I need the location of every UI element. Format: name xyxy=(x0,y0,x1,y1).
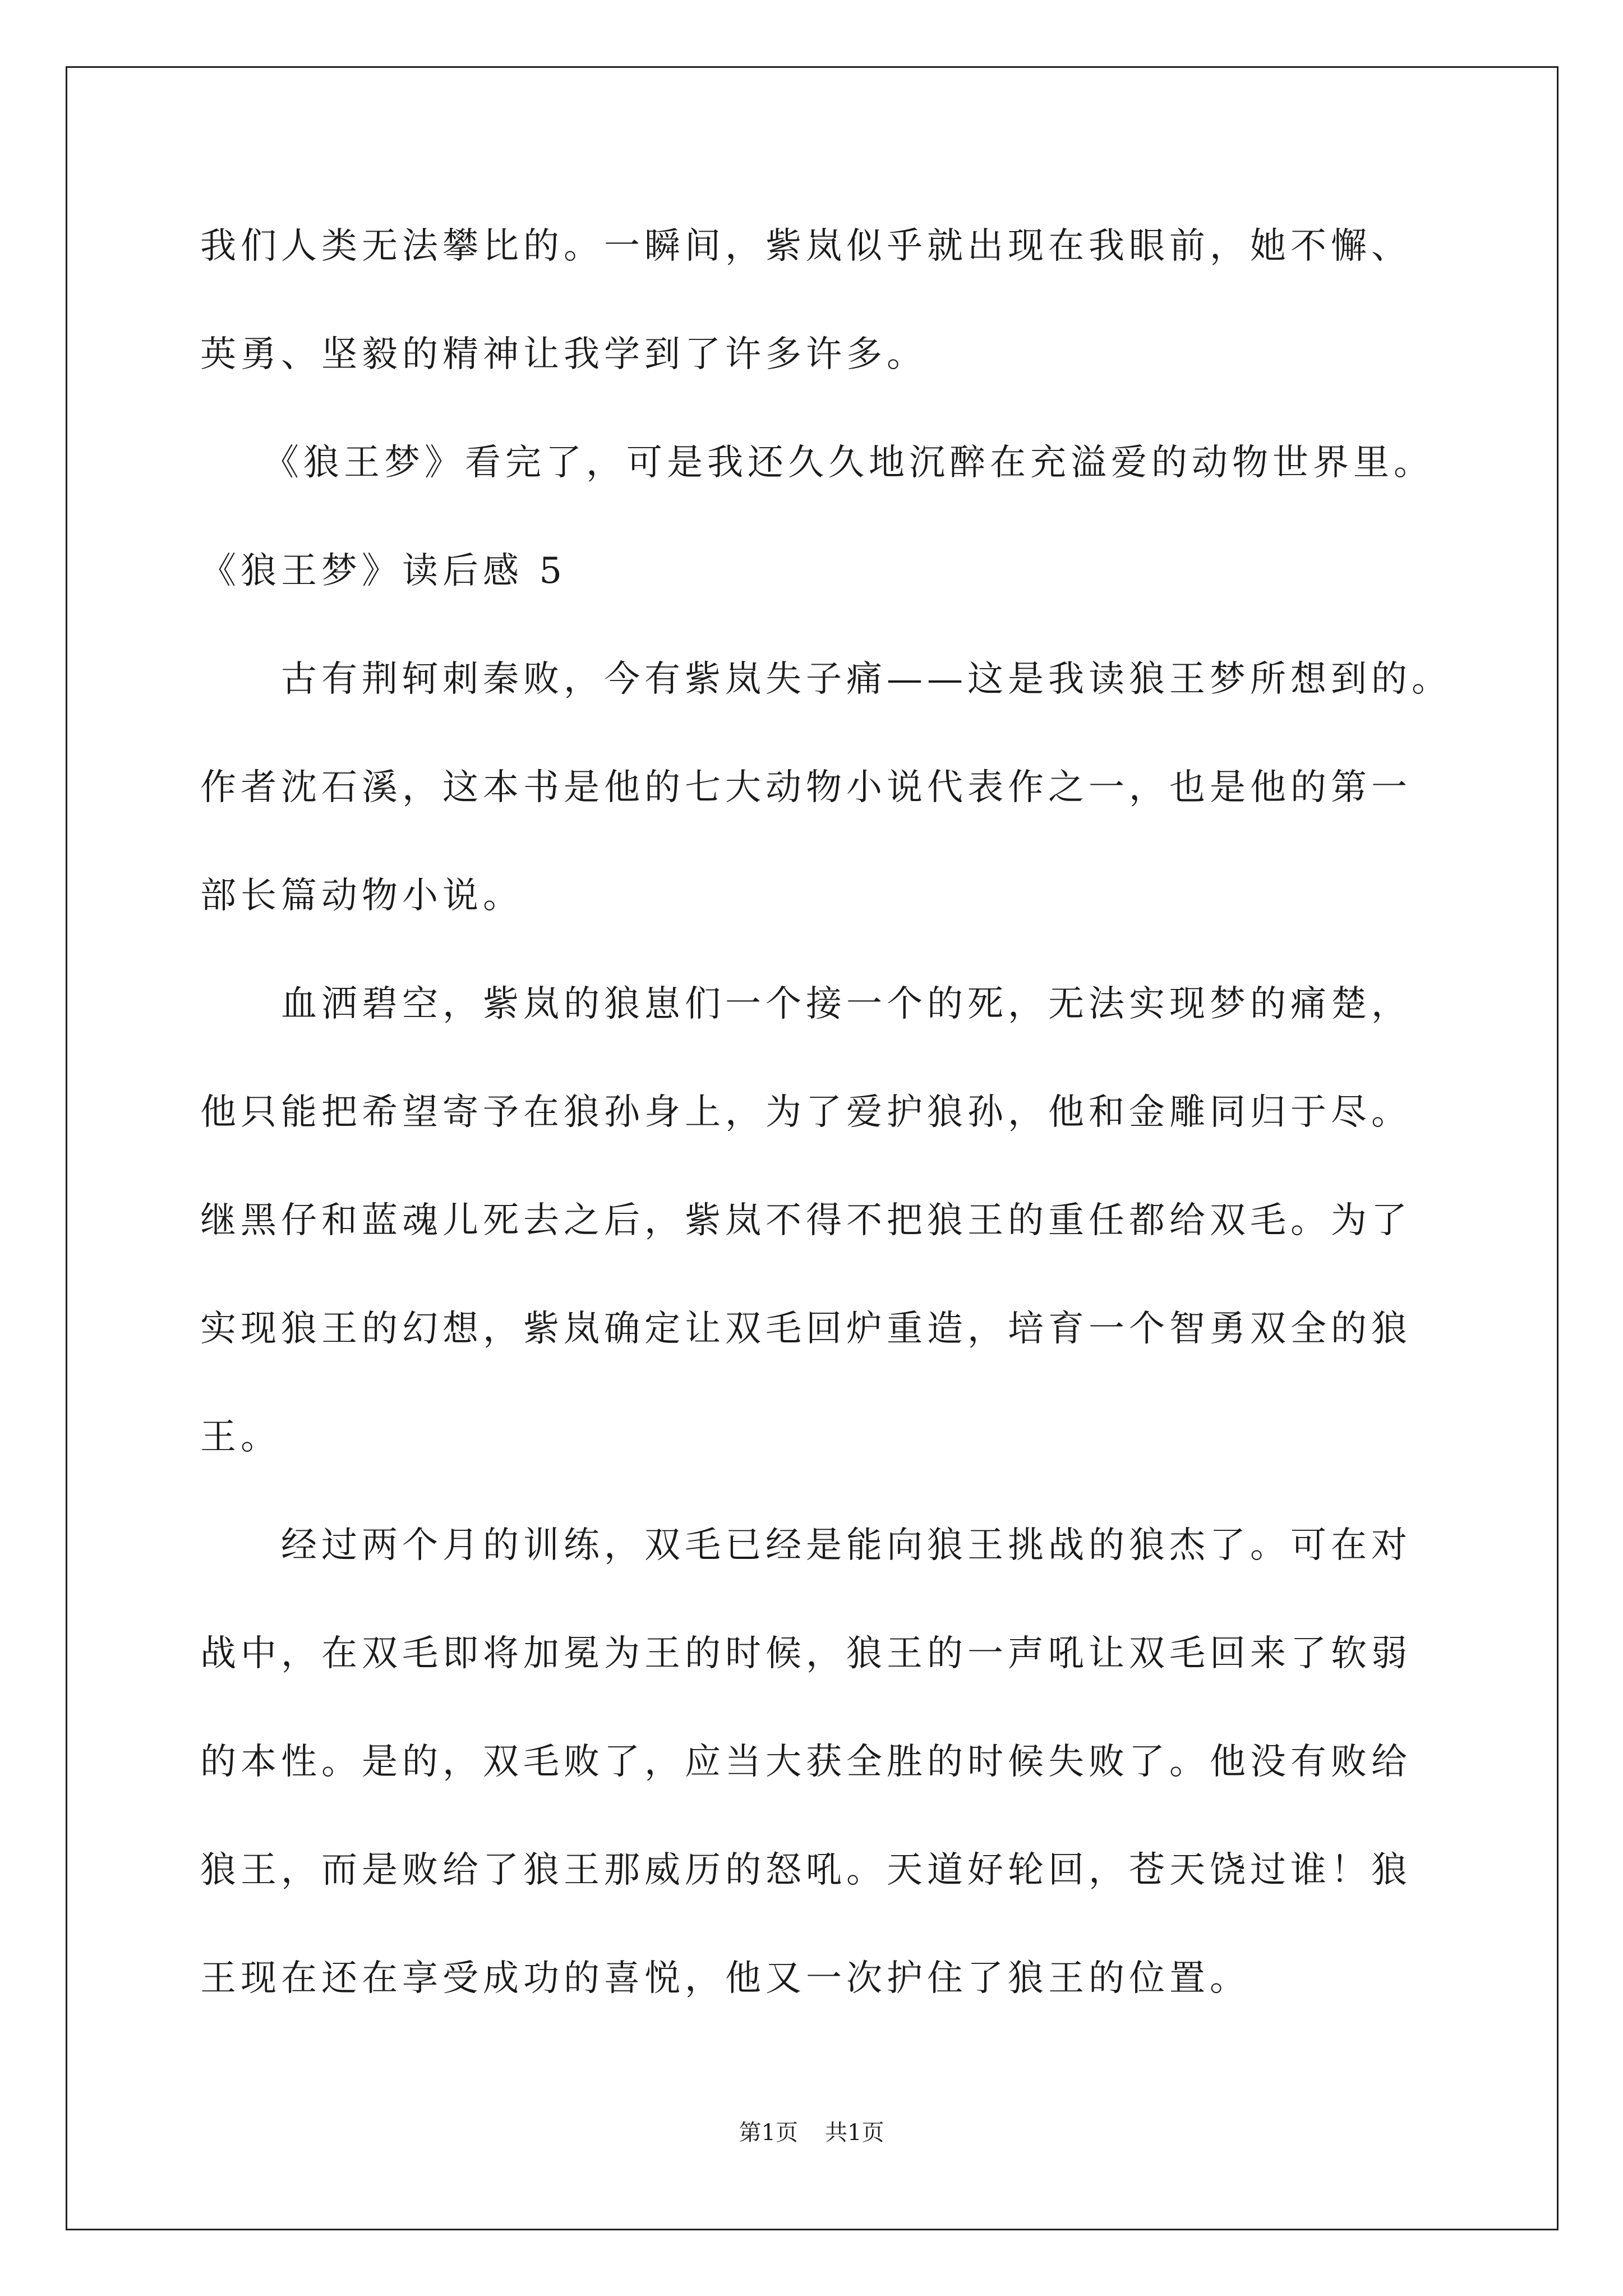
text-line: 英勇、坚毅的精神让我学到了许多许多。 xyxy=(200,334,927,375)
text-line: 我们人类无法攀比的。一瞬间，紫岚似乎就出现在我眼前，她不懈、 xyxy=(200,226,1412,267)
text-line: 狼王，而是败给了狼王那威历的怒吼。天道好轮回，苍天饶过谁！狼 xyxy=(200,1849,1412,1891)
text-line: 《狼王梦》看完了，可是我还久久地沉醉在充溢爱的动物世界里。 xyxy=(200,442,1434,484)
text-line: 作者沈石溪，这本书是他的七大动物小说代表作之一，也是他的第一 xyxy=(200,767,1412,808)
section-heading: 《狼王梦》读后感 5 xyxy=(200,550,567,592)
text-line: 部长篇动物小说。 xyxy=(200,875,523,917)
text-line: 王。 xyxy=(200,1416,281,1458)
page-number: 第1页 xyxy=(739,2120,798,2146)
text-line: 战中，在双毛即将加冕为王的时候，狼王的一声吼让双毛回来了软弱 xyxy=(200,1633,1412,1674)
text-line: 的本性。是的，双毛败了，应当大获全胜的时候失败了。他没有败给 xyxy=(200,1741,1412,1783)
page-total: 共1页 xyxy=(825,2120,884,2146)
text-line: 血洒碧空，紫岚的狼崽们一个接一个的死，无法实现梦的痛楚， xyxy=(200,983,1412,1025)
text-line: 经过两个月的训练，双毛已经是能向狼王挑战的狼杰了。可在对 xyxy=(200,1525,1412,1566)
text-line: 实现狼王的幻想，紫岚确定让双毛回炉重造，培育一个智勇双全的狼 xyxy=(200,1308,1412,1350)
text-line: 继黑仔和蓝魂儿死去之后，紫岚不得不把狼王的重任都给双毛。为了 xyxy=(200,1200,1412,1241)
text-line: 他只能把希望寄予在狼孙身上，为了爱护狼孙，他和金雕同归于尽。 xyxy=(200,1092,1412,1133)
text-line: 古有荆轲刺秦败，今有紫岚失子痛——这是我读狼王梦所想到的。 xyxy=(200,659,1452,700)
page-footer xyxy=(0,2122,1623,2144)
text-line: 王现在还在享受成功的喜悦，他又一次护住了狼王的位置。 xyxy=(200,1958,1250,1999)
page-border xyxy=(66,66,1559,2230)
